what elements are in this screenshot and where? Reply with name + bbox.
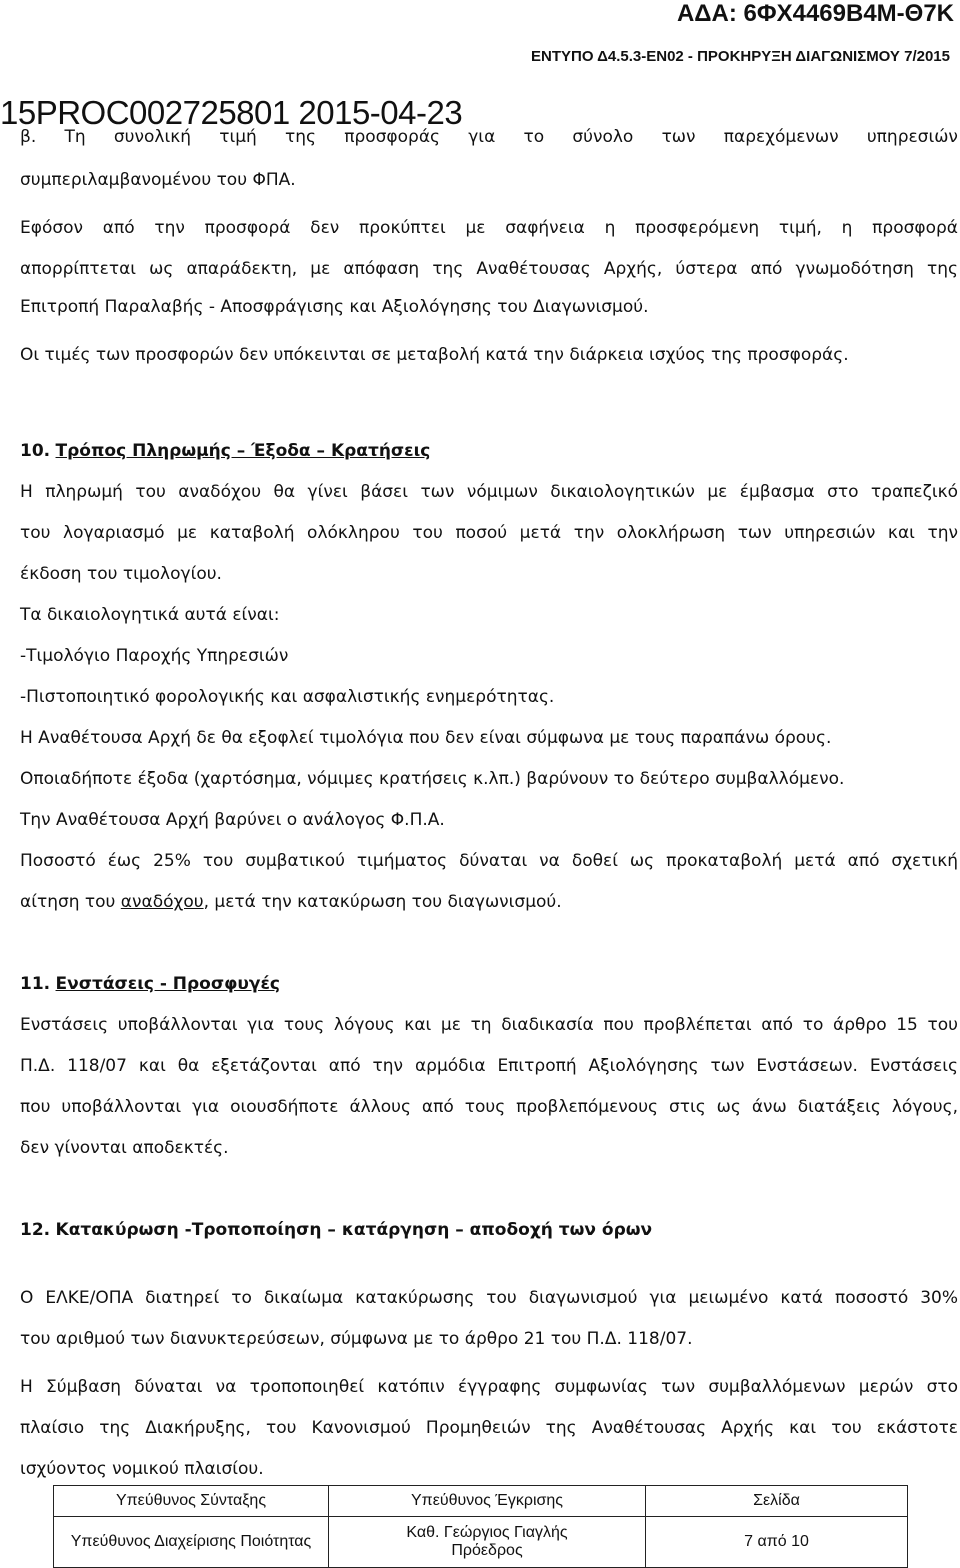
word: σύνολο [572, 127, 634, 147]
footer-quality-manager: Υπεύθυνος Διαχείρισης Ποιότητας [54, 1517, 329, 1568]
word: συνολική [113, 127, 191, 147]
paragraph-line: Η Αναθέτουσα Αρχή δε θα εξοφλεί τιμολόγια που δεν είναι σύμφωνα με τους παραπάνω όρους. [20, 728, 832, 748]
paragraph-line: συμπεριλαμβανομένου του ΦΠΑ. [20, 170, 296, 190]
protocol-stamp: 15PROC002725801 2015-04-23 [0, 94, 463, 131]
section-number: 12. [20, 1220, 51, 1240]
paragraph-line: Τα δικαιολογητικά αυτά είναι: [20, 605, 280, 625]
paragraph-line: Ενστάσεις υποβάλλονται για τους λόγους και με τη διαδικασία που προβλέπεται από το άρθρο 15 του [20, 1015, 958, 1035]
section-number: 10. [20, 441, 51, 461]
paragraph-line: Ο ΕΛΚΕ/ΟΠΑ διατηρεί το δικαίωμα κατακύρωσης του διαγωνισμού για μειωμένο κατά ποσοστό 30% [20, 1288, 958, 1308]
footer-header-cell: Υπεύθυνος Έγκρισης [329, 1486, 646, 1517]
footer-header-cell: Σελίδα [646, 1486, 908, 1517]
paragraph-line: έκδοση του τιμολογίου. [20, 564, 222, 584]
word: Τη [64, 127, 86, 147]
approver-role: Πρόεδρος [451, 1542, 523, 1559]
section-title: Ενστάσεις - Προσφυγές [55, 974, 281, 994]
approver-name: Καθ. Γεώργιος Γιαγλής [406, 1524, 568, 1541]
paragraph-line: Η πληρωμή του αναδόχου θα γίνει βάσει των νόμιμων δικαιολογητικών με έμβασμα στο τραπεζικό [20, 482, 958, 502]
paragraph-line: του λογαριασμό με καταβολή ολόκληρου του ποσού μετά την ολοκλήρωση των υπηρεσιών και την [20, 523, 958, 543]
section-12-heading [20, 1220, 652, 1240]
paragraph-line: Ποσοστό έως 25% του συμβατικού τιμήματος δύναται να δοθεί ως προκαταβολή μετά από σχετική [20, 851, 958, 871]
list-item: -Πιστοποιητικό φορολογικής και ασφαλιστικής ενημερότητας. [20, 687, 555, 707]
paragraph-line: Π.Δ. 118/07 και θα εξετάζονται από την αρμόδια Επιτροπή Αξιολόγησης των Ενστάσεων. Ενστάσεις [20, 1056, 958, 1076]
ada-code: ΑΔΑ: 6ΦΧ4469Β4Μ-Θ7Κ [676, 0, 954, 27]
paragraph-line: του αριθμού των διανυκτερεύσεων, σύμφωνα με το άρθρο 21 του Π.Δ. 118/07. [20, 1329, 693, 1349]
footer-table [53, 1485, 908, 1568]
section-title: Τρόπος Πληρωμής – Έξοδα – Κρατήσεις [55, 441, 431, 461]
section-title: Κατακύρωση -Τροποποίηση – κατάργηση – αποδοχή των όρων [55, 1220, 653, 1240]
underlined-word: αναδόχου [120, 892, 204, 912]
paragraph-line: Εφόσον από την προσφορά δεν προκύπτει με σαφήνεια η προσφερόμενη τιμή, η προσφορά [20, 218, 958, 238]
paragraph-line: απορρίπτεται ως απαράδεκτη, με απόφαση της Αναθέτουσας Αρχής, ύστερα από γνωμοδότηση της [20, 259, 958, 279]
footer-approver [329, 1517, 646, 1568]
word: το [523, 127, 545, 147]
paragraph-line: Επιτροπή Παραλαβής - Αποσφράγισης και Αξιολόγησης του Διαγωνισμού. [20, 297, 649, 317]
paragraph-line: Οι τιμές των προσφορών δεν υπόκεινται σε μεταβολή κατά την διάρκεια ισχύος της προσφοράς. [20, 345, 849, 365]
paragraph-line: Η Σύμβαση δύναται να τροποποιηθεί κατόπιν έγγραφης συμφωνίας των συμβαλλόμενων μερών στο [20, 1377, 958, 1397]
word: παρεχόμενων [723, 127, 839, 147]
word: τιμή [219, 127, 257, 147]
paragraph-line: Οποιαδήποτε έξοδα (χαρτόσημα, νόμιμες κρατήσεις κ.λπ.) βαρύνουν το δεύτερο συμβαλλόμενο. [20, 769, 845, 789]
form-code: ΕΝΤΥΠΟ Δ4.5.3-ΕΝ02 - ΠΡΟΚΗΡΥΞΗ ΔΙΑΓΩΝΙΣΜΟΥ 7/2015 [530, 48, 950, 65]
section-11-heading [20, 974, 280, 994]
word: για [468, 127, 496, 147]
paragraph-line: ισχύοντος νομικού πλαισίου. [20, 1459, 264, 1479]
word: υπηρεσιών [866, 127, 958, 147]
word: της [285, 127, 317, 147]
text-fragment: αίτηση του [20, 892, 121, 912]
section-number: 11. [20, 974, 51, 994]
text-fragment: , μετά την κατακύρωση του διαγωνισμού. [203, 892, 562, 912]
paragraph-line [20, 892, 562, 912]
paragraph-line: δεν γίνονται αποδεκτές. [20, 1138, 229, 1158]
word: προσφοράς [344, 127, 441, 147]
paragraph-line: που υποβάλλονται για οιουσδήποτε άλλους από τους προβλεπόμενους στις ως άνω διατάξεις λόγους, [20, 1097, 958, 1117]
word: β. [20, 127, 37, 147]
paragraph-line-total-price [20, 127, 958, 147]
paragraph-line: Την Αναθέτουσα Αρχή βαρύνει ο ανάλογος Φ.Π.Α. [20, 810, 445, 830]
list-item: -Τιμολόγιο Παροχής Υπηρεσιών [20, 646, 289, 666]
footer-header-cell: Υπεύθυνος Σύνταξης [54, 1486, 329, 1517]
word: των [661, 127, 696, 147]
paragraph-line: πλαίσιο της Διακήρυξης, του Κανονισμού Προμηθειών της Αναθέτουσας Αρχής και του εκάστοτε [20, 1418, 958, 1438]
footer-page-number: 7 από 10 [646, 1517, 908, 1568]
section-10-heading [20, 441, 430, 461]
